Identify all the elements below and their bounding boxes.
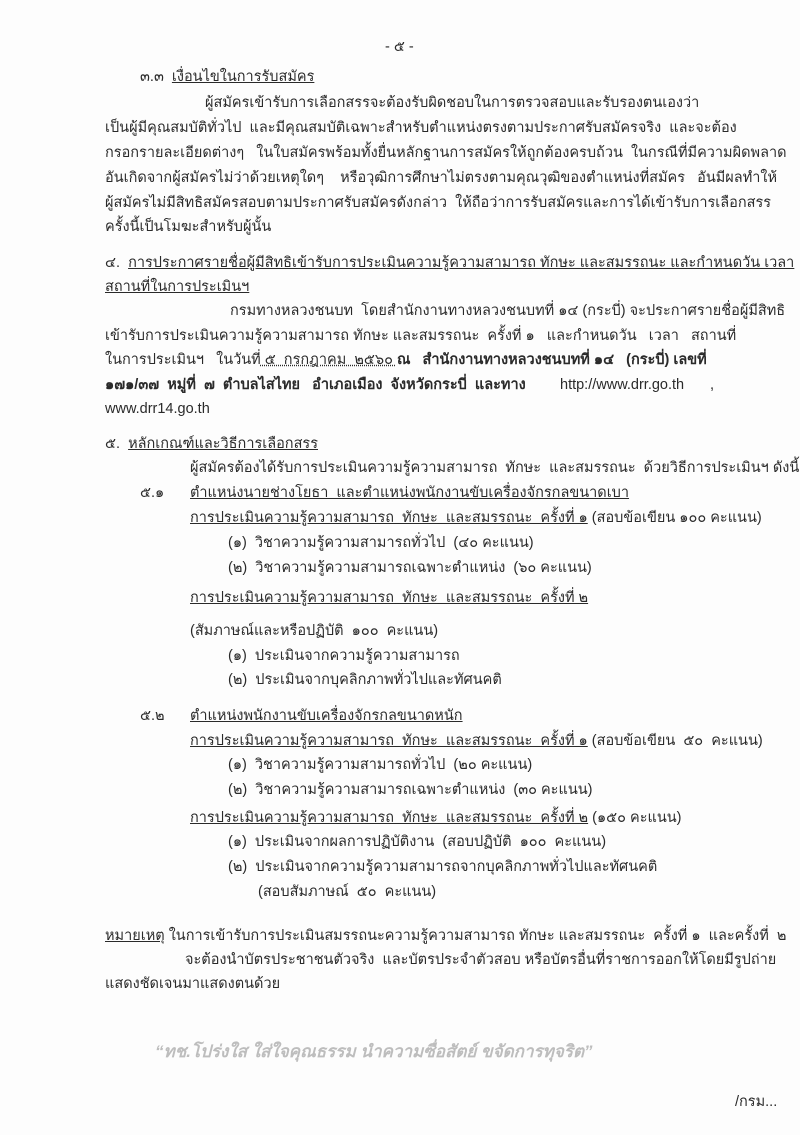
section-title: สถานที่ในการประเมินฯ <box>105 279 250 295</box>
note-text: แสดงชัดเจนมาแสดงตนด้วย <box>105 976 281 992</box>
round-note: (สอบข้อเขียน ๕๐ คะแนน) <box>587 733 763 749</box>
text-line <box>228 755 532 775</box>
round-title: การประเมินความรู้ความสามารถ ทักษะ และสมรรถนะ ครั้งที่ ๑ <box>190 733 588 749</box>
text-line <box>228 558 592 578</box>
list-item: (๒) วิชาความรู้ความสามารถเฉพาะตำแหน่ง (๓๐ คะแนน) <box>228 782 593 798</box>
round-title: การประเมินความรู้ความสามารถ ทักษะ และสมรรถนะ ครั้งที่ ๑ <box>190 510 588 526</box>
spacer <box>120 436 128 452</box>
list-item: (๑) ประเมินจากผลการปฏิบัติงาน (สอบปฏิบัติ ๑๐๐ คะแนน) <box>228 834 607 850</box>
date-text: ๕ กรกฎาคม ๒๕๖๐ <box>260 352 397 368</box>
list-item: (๑) วิชาความรู้ความสามารถทั่วไป (๔๐ คะแนน) <box>228 535 534 551</box>
subsection-title: ตำแหน่งนายช่างโยธา และตำแหน่งพนักงานขับเครื่องจักรกลขนาดเบา <box>190 485 630 501</box>
text-line <box>105 277 249 297</box>
paragraph-line: ๑๗๑/๓๗ หมู่ที่ ๗ ตำบลไสไทย อำเภอเมือง จังหวัดกระบี่ และทาง <box>105 377 526 393</box>
spacer <box>164 69 172 85</box>
text-line <box>140 483 164 503</box>
list-item: (๒) วิชาความรู้ความสามารถเฉพาะตำแหน่ง (๖๐ คะแนน) <box>228 560 592 576</box>
paragraph-line: เข้ารับการประเมินความรู้ความสามารถ ทักษะ และสมรรถนะ ครั้งที่ ๑ และกำหนดวัน เวลา สถานที่ <box>105 328 737 344</box>
text-line <box>560 375 684 395</box>
text-line <box>228 780 592 800</box>
text-line <box>228 670 502 690</box>
text-line <box>105 974 280 994</box>
paragraph-line: อันเกิดจากผู้สมัครไม่ว่าด้วยเหตุใดๆ หรือวุฒิการศึกษาไม่ตรงตามคุณวุฒิของตำแหน่งที่สมัคร อันมีผลทำให้ <box>105 170 778 186</box>
round-title: การประเมินความรู้ความสามารถ ทักษะ และสมรรถนะ ครั้งที่ ๒ <box>190 590 589 606</box>
text-line <box>105 399 210 419</box>
text-line <box>105 375 526 395</box>
paragraph-line: ในการประเมินฯ ในวันที่ <box>105 352 261 368</box>
section-number: ๕. <box>105 436 121 452</box>
text-line <box>190 706 463 726</box>
spacer <box>120 255 128 271</box>
subsection-title: ตำแหน่งพนักงานขับเครื่องจักรกลขนาดหนัก <box>190 708 463 724</box>
page-number: - ๕ - <box>385 39 414 55</box>
note-text: ในการเข้ารับการประเมินสมรรถนะความรู้ความสามารถ ทักษะ และสมรรถนะ ครั้งที่ ๑ และครั้งที่ ๒ <box>164 928 787 944</box>
text-line <box>228 646 460 666</box>
section-title: เงื่อนไขในการรับสมัคร <box>171 69 315 85</box>
continued-marker: /กรม... <box>735 1094 778 1110</box>
text-line <box>105 434 318 454</box>
text-line <box>735 1092 777 1112</box>
text-line <box>105 217 271 237</box>
text-line <box>190 508 762 528</box>
text-line <box>228 533 534 553</box>
text-line <box>190 483 629 503</box>
paragraph-line: ครั้งนี้เป็นโมฆะสำหรับผู้นั้น <box>105 219 272 235</box>
paragraph-line: เป็นผู้มีคุณสมบัติทั่วไป และมีคุณสมบัติเฉพาะสำหรับตำแหน่งตรงตามประกาศรับสมัครจริง และจะต้อง <box>105 120 737 136</box>
note-label: หมายเหตุ <box>105 928 165 944</box>
text-line <box>105 926 786 946</box>
round-note: (๑๕๐ คะแนน) <box>588 810 682 826</box>
subsection-number: ๕.๑ <box>140 485 165 501</box>
list-item: (๒) ประเมินจากความรู้ความสามารถจากบุคลิกภาพทั่วไปและทัศนคติ <box>228 859 658 875</box>
list-item: (๑) ประเมินจากความรู้ความสามารถ <box>228 648 460 664</box>
paragraph-line: กรอกรายละเอียดต่างๆ ในใบสมัครพร้อมทั้งยื่นหลักฐานการสมัครให้ถูกต้องครบถ้วน ในกรณีที่มีความผิดพลาด <box>105 145 787 161</box>
text-line <box>710 375 714 395</box>
section-number: ๓.๓ <box>140 69 164 85</box>
slogan: “ทช.โปร่งใส ใส่ใจคุณธรรม นำความซื่อสัตย์ ขจัดการทุจริต” <box>155 1042 593 1061</box>
note-text: จะต้องนำบัตรประชาชนตัวจริง และบัตรประจำตัวสอบ หรือบัตรอื่นที่ราชการออกให้โดยมีรูปถ่าย <box>185 952 777 968</box>
text-line <box>258 882 436 902</box>
list-item: (สอบสัมภาษณ์ ๕๐ คะแนน) <box>258 884 437 900</box>
text-line <box>190 458 799 478</box>
url-link[interactable]: http://www.drr.go.th <box>560 377 685 393</box>
text-line <box>228 857 657 877</box>
text-line <box>105 326 736 346</box>
text-line <box>155 1042 592 1063</box>
round-note: (สอบข้อเขียน ๑๐๐ คะแนน) <box>587 510 762 526</box>
text-line <box>105 193 771 213</box>
section-number: ๔. <box>105 255 121 271</box>
paragraph-line: ผู้สมัครไม่มีสิทธิสมัครสอบตามประกาศรับสมัครดังกล่าว ให้ถือว่าการรับสมัครและการได้เข้ารับการเลือกสรร <box>105 195 772 211</box>
text-line <box>140 67 314 87</box>
round-title: การประเมินความรู้ความสามารถ ทักษะ และสมรรถนะ ครั้งที่ ๒ <box>190 810 589 826</box>
text-line <box>205 93 699 113</box>
text-line <box>385 37 414 57</box>
list-item: (๒) ประเมินจากบุคลิกภาพทั่วไปและทัศนคติ <box>228 672 502 688</box>
comma: , <box>710 377 715 393</box>
url-link[interactable]: www.drr14.go.th <box>105 401 210 417</box>
section-title: หลักเกณฑ์และวิธีการเลือกสรร <box>128 436 319 452</box>
text-line <box>228 832 606 852</box>
subsection-number: ๕.๒ <box>140 708 165 724</box>
text-line <box>105 118 737 138</box>
text-line <box>185 950 776 970</box>
section-title: การประกาศรายชื่อผู้มีสิทธิเข้ารับการประเมินความรู้ความสามารถ ทักษะ และสมรรถนะ และกำหนดวัน เวลา <box>128 255 795 271</box>
paragraph-line: ณ สำนักงานทางหลวงชนบทที่ ๑๔ (กระบี่) เลขที่ <box>396 352 707 368</box>
text-line <box>190 621 438 641</box>
paragraph-line: ผู้สมัครเข้ารับการเลือกสรรจะต้องรับผิดชอบในการตรวจสอบและรับรองตนเองว่า <box>205 95 700 111</box>
text-line <box>105 350 707 370</box>
text-line <box>105 143 787 163</box>
list-item: (๑) วิชาความรู้ความสามารถทั่วไป (๒๐ คะแนน) <box>228 757 533 773</box>
text-line <box>105 168 777 188</box>
text-line <box>140 706 165 726</box>
text-line <box>190 588 588 608</box>
round-note: (สัมภาษณ์และหรือปฏิบัติ ๑๐๐ คะแนน) <box>190 623 439 639</box>
text-line <box>230 301 785 321</box>
text-line <box>105 253 794 273</box>
text-line <box>190 731 763 751</box>
paragraph-line: ผู้สมัครต้องได้รับการประเมินความรู้ความสามารถ ทักษะ และสมรรถนะ ด้วยวิธีการประเมินฯ ดังนี้ <box>190 460 800 476</box>
text-line <box>190 808 682 828</box>
paragraph-line: กรมทางหลวงชนบท โดยสำนักงานทางหลวงชนบทที่ ๑๔ (กระบี่) จะประกาศรายชื่อผู้มีสิทธิ <box>230 303 786 319</box>
